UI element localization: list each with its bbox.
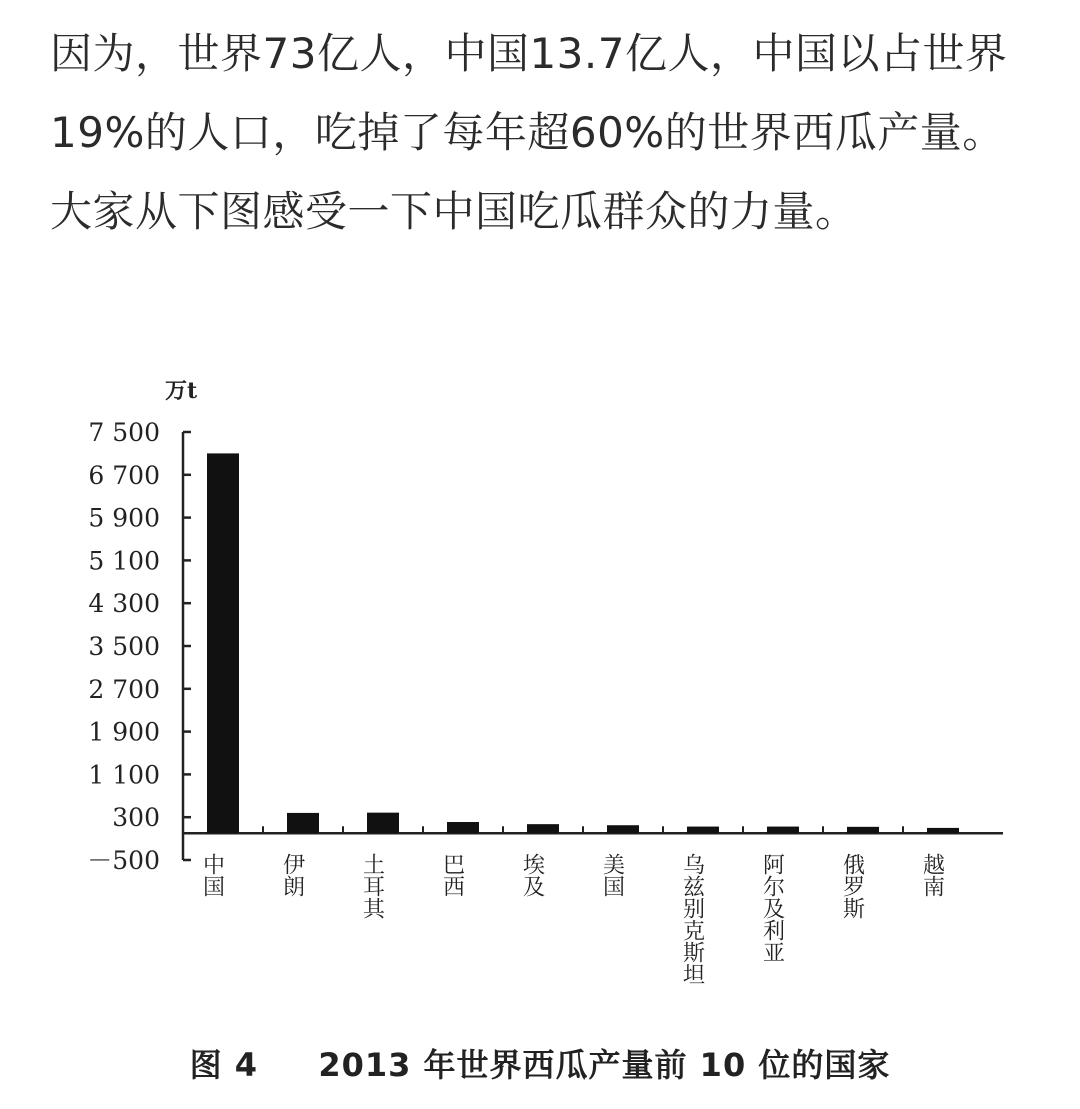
category-label: 伊朗 [279, 853, 305, 898]
bar-chart [0, 360, 1080, 1040]
bar-1 [207, 453, 239, 833]
category-label: 美国 [599, 853, 625, 898]
y-axis-ticks [87, 418, 191, 875]
y-tick-label: 2 700 [88, 674, 160, 704]
category-label: 巴西 [439, 853, 465, 898]
y-tick-label: 6 700 [88, 460, 160, 490]
category-labels [200, 853, 945, 985]
y-tick-label: 7 500 [88, 418, 160, 447]
category-label: 土耳其 [359, 853, 385, 920]
category-label: 俄罗斯 [839, 853, 865, 920]
y-tick-label: 300 [112, 803, 160, 833]
y-tick-label: 1 100 [88, 760, 160, 790]
category-label: 埃及 [519, 853, 545, 898]
y-tick-label: 4 300 [88, 589, 160, 619]
y-tick-label: 3 500 [88, 632, 160, 661]
bar-4 [447, 822, 479, 833]
y-tick-label: －500 [87, 846, 160, 875]
bars-group [207, 453, 959, 833]
bar-7 [687, 827, 719, 834]
y-tick-label: 5 100 [88, 546, 160, 576]
category-label: 阿尔及利亚 [759, 853, 785, 964]
bar-9 [847, 827, 879, 833]
figure-caption [0, 1040, 1080, 1086]
y-axis-unit-label: 万t [165, 378, 198, 404]
article-paragraph: 因为，世界73亿人，中国13.7亿人，中国以占世界19%的人口，吃掉了每年超60%的世界西瓜产量。大家从下图感受一下中国吃瓜群众的力量。 [50, 29, 1008, 236]
y-tick-label: 5 900 [88, 503, 160, 533]
y-tick-label: 1 900 [88, 717, 160, 747]
category-label: 乌兹别克斯坦 [679, 853, 705, 986]
category-label: 中国 [199, 853, 225, 898]
bar-5 [527, 824, 559, 833]
bar-3 [367, 813, 399, 834]
category-label: 越南 [919, 853, 945, 898]
bar-10 [927, 828, 959, 833]
bar-6 [607, 825, 639, 833]
figure-number: 图 4 [189, 1046, 259, 1084]
bar-2 [287, 813, 319, 833]
bar-8 [767, 827, 799, 834]
figure-title: 2013 年世界西瓜产量前 10 位的国家 [318, 1046, 891, 1084]
